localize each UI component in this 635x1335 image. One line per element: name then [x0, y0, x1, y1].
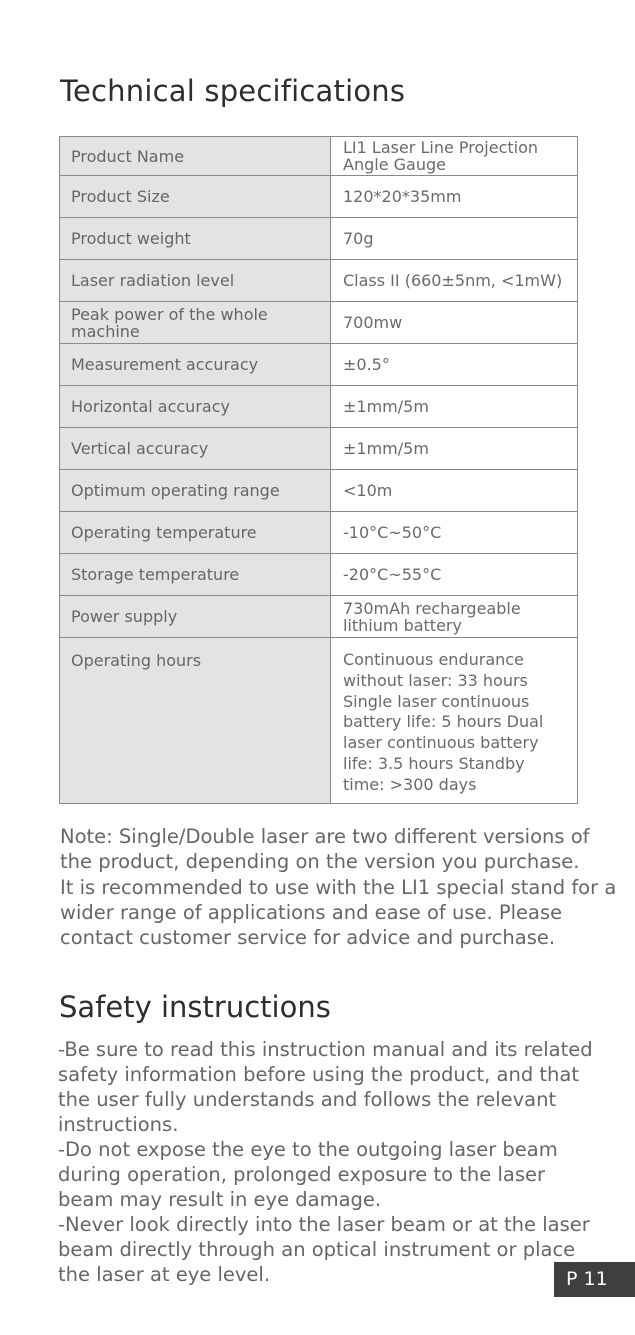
table-row: [60, 554, 578, 596]
table-row: [60, 428, 578, 470]
safety-instructions-heading: Safety instructions: [59, 990, 331, 1024]
spec-label: Product Size: [60, 176, 331, 218]
table-row: [60, 596, 578, 638]
page-number-badge: P 11: [554, 1262, 635, 1297]
safety-item: -Never look directly into the laser beam or at the laser beam directly through an optical instrument or place the laser at eye level.: [58, 1213, 590, 1286]
table-row: [60, 470, 578, 512]
spec-label: Operating temperature: [60, 512, 331, 554]
spec-value: Continuous endurance without laser: 33 hours Single laser continuous battery life: 5 hours Dual laser continuous battery life: 3.5 hours Standby time: >300 days: [331, 638, 578, 804]
spec-value: LI1 Laser Line Projection Angle Gauge: [331, 137, 578, 176]
spec-value: ±0.5°: [331, 344, 578, 386]
spec-label: Measurement accuracy: [60, 344, 331, 386]
note-line: Note: Single/Double laser are two different versions of the product, depending on the version you purchase.: [60, 825, 590, 874]
spec-value: Class II (660±5nm, <1mW): [331, 260, 578, 302]
spec-label: Optimum operating range: [60, 470, 331, 512]
spec-label: Horizontal accuracy: [60, 386, 331, 428]
note-line: It is recommended to use with the LI1 special stand for a wider range of applications and ease of use. Please contact customer service for advice and purchase.: [60, 875, 617, 950]
table-row: [60, 260, 578, 302]
spec-label: Peak power of the whole machine: [60, 302, 331, 344]
note-paragraph: [60, 824, 620, 950]
table-row: [60, 344, 578, 386]
table-row: [60, 302, 578, 344]
spec-label: Product Name: [60, 137, 331, 176]
spec-label: Power supply: [60, 596, 331, 638]
table-row: [60, 137, 578, 176]
table-row: [60, 638, 578, 804]
safety-instructions-list: [58, 1037, 598, 1287]
spec-value: 70g: [331, 218, 578, 260]
table-row: [60, 176, 578, 218]
spec-value: 700mw: [331, 302, 578, 344]
table-row: [60, 512, 578, 554]
safety-item: -Do not expose the eye to the outgoing laser beam during operation, prolonged exposure to the laser beam may result in eye damage.: [58, 1138, 558, 1211]
spec-value: -10°C~50°C: [331, 512, 578, 554]
spec-label: Product weight: [60, 218, 331, 260]
spec-label: Operating hours: [60, 638, 331, 804]
spec-value: 730mAh rechargeable lithium battery: [331, 596, 578, 638]
specifications-table: [59, 136, 578, 804]
spec-value: <10m: [331, 470, 578, 512]
spec-label: Laser radiation level: [60, 260, 331, 302]
spec-value: -20°C~55°C: [331, 554, 578, 596]
spec-value: ±1mm/5m: [331, 386, 578, 428]
safety-item: -Be sure to read this instruction manual and its related safety information before using the product, and that the user fully understands and follows the relevant instructions.: [58, 1038, 593, 1136]
technical-specifications-heading: Technical specifications: [60, 74, 406, 108]
spec-value: ±1mm/5m: [331, 428, 578, 470]
spec-label: Storage temperature: [60, 554, 331, 596]
spec-value: 120*20*35mm: [331, 176, 578, 218]
spec-label: Vertical accuracy: [60, 428, 331, 470]
table-row: [60, 386, 578, 428]
table-row: [60, 218, 578, 260]
